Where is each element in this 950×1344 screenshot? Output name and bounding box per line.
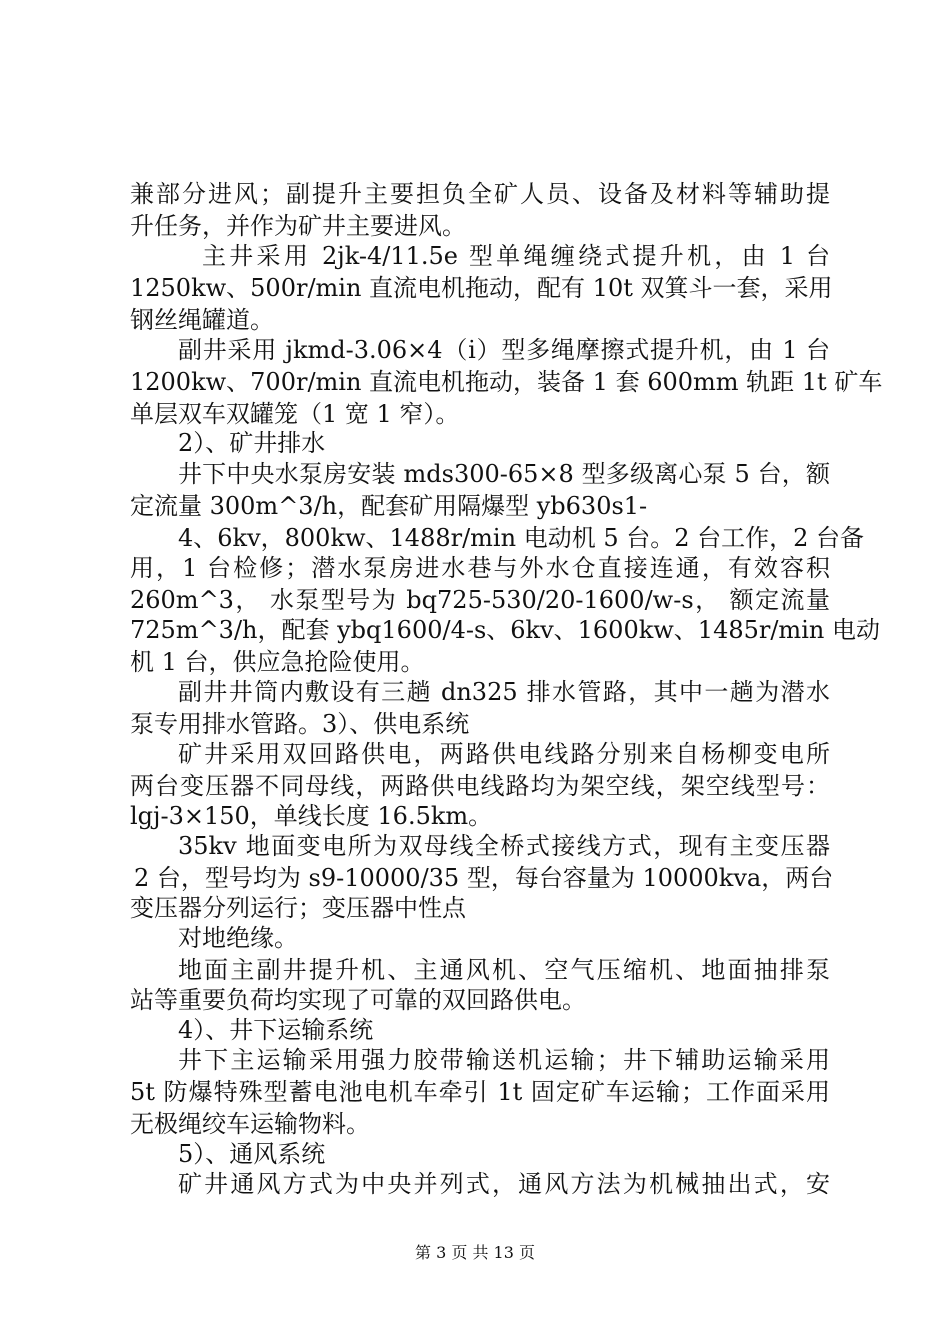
text-line: 升任务，并作为矿井主要进风。 [130,212,466,240]
section-heading: 4）、井下运输系统 [178,1016,374,1044]
text-line: 单层双车双罐笼（1 宽 1 窄）。 [130,400,460,428]
text-line: 4、6kv，800kw、1488r/min 电动机 5 台。2 台工作，2 台备 [178,524,865,552]
text-line: 1200kw、700r/min 直流电机拖动，装备 1 套 600mm 轨距 1t 矿车 [130,368,883,396]
text-line: 定流量 300m^3/h，配套矿用隔爆型 yb630s1- [130,492,648,520]
text-line: 地面主副井提升机、主通风机、空气压缩机、地面抽排泵 [178,956,830,984]
text-line: 钢丝绳罐道。 [130,306,274,334]
text-line: 725m^3/h，配套 ybq1600/4-s、6kv、1600kw、1485r/min 电动 [130,616,880,644]
text-line: 35kv 地面变电所为双母线全桥式接线方式，现有主变压器 [178,832,830,860]
section-heading: 5）、通风系统 [178,1140,326,1168]
text-line: 两台变压器不同母线，两路供电线路均为架空线，架空线型号： [130,772,830,800]
text-line: 用，1 台检修；潜水泵房进水巷与外水仓直接连通，有效容积 [130,554,830,582]
text-line: 井下中央水泵房安装 mds300-65×8 型多级离心泵 5 台，额 [178,460,830,488]
text-line: 无极绳绞车运输物料。 [130,1110,370,1138]
text-line: 5t 防爆特殊型蓄电池电机车牵引 1t 固定矿车运输；工作面采用 [130,1078,830,1106]
text-line: 泵专用排水管路。3）、供电系统 [130,710,470,738]
text-line: 变压器分列运行；变压器中性点 [130,894,466,922]
text-line: 机 1 台，供应急抢险使用。 [130,648,425,676]
text-line: 矿井通风方式为中央并列式，通风方法为机械抽出式，安 [178,1170,830,1198]
text-line: 260m^3， 水泵型号为 bq725-530/20-1600/w-s， 额定流量 [130,586,830,614]
text-line: 副井采用 jkmd-3.06×4（i）型多绳摩擦式提升机，由 1 台 [178,336,830,364]
text-line: 站等重要负荷均实现了可靠的双回路供电。 [130,986,586,1014]
text-line: 矿井采用双回路供电，两路供电线路分别来自杨柳变电所 [178,740,830,768]
text-line: 副井井筒内敷设有三趟 dn325 排水管路，其中一趟为潜水 [178,678,830,706]
text-line: 井下主运输采用强力胶带输送机运输；井下辅助运输采用 [178,1046,830,1074]
text-line: 2 台，型号均为 s9-10000/35 型，每台容量为 10000kva，两台 [134,864,834,892]
text-line: 1250kw、500r/min 直流电机拖动，配有 10t 双箕斗一套，采用 [130,274,833,302]
text-line: 主井采用 2jk-4/11.5e 型单绳缠绕式提升机，由 1 台 [202,242,830,270]
text-line: lgj-3×150，单线长度 16.5km。 [130,802,493,830]
text-line: 兼部分进风；副提升主要担负全矿人员、设备及材料等辅助提 [130,180,830,208]
text-line: 对地绝缘。 [178,924,298,952]
section-heading: 2）、矿井排水 [178,429,326,457]
page-number-footer: 第 3 页 共 13 页 [415,1243,535,1262]
